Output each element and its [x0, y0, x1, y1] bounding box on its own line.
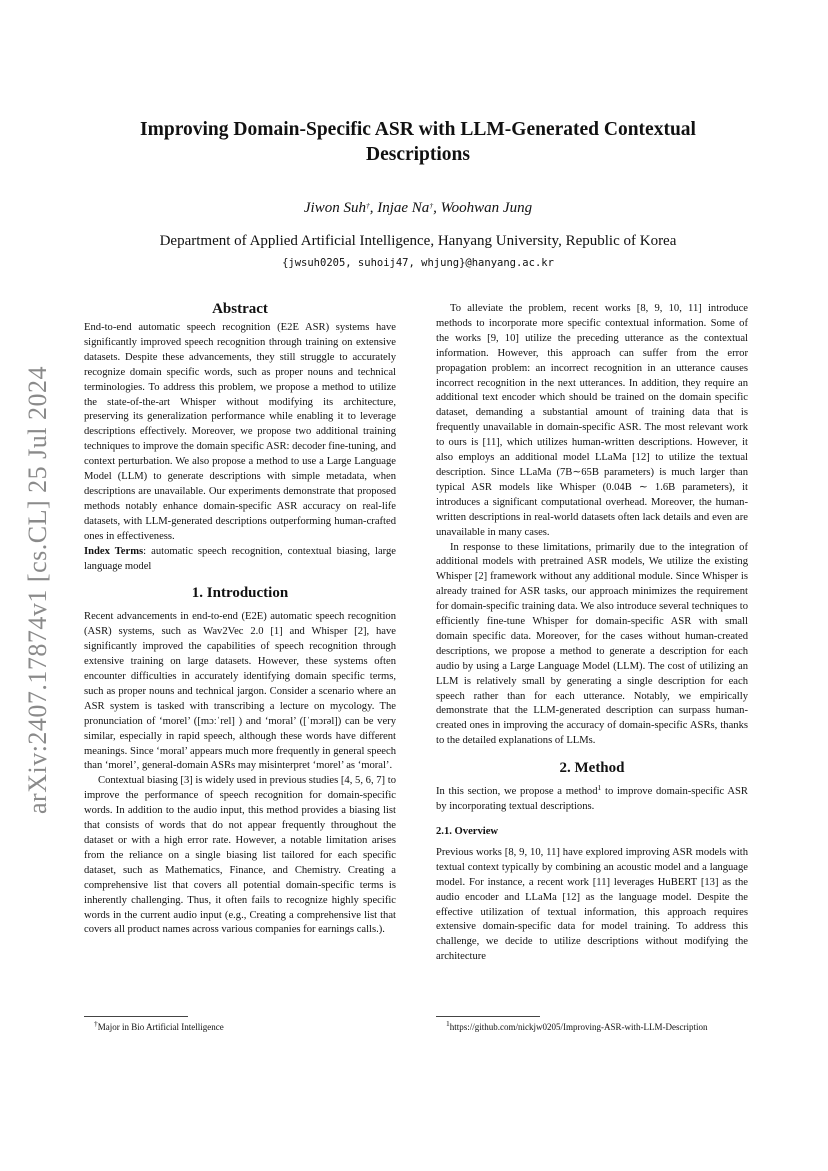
author-footnote-mark: † — [429, 201, 434, 210]
intro-paragraph-4: In response to these limitations, primarily due to the integration of additional models with pretrained ASR models, We utilize the existing Whisper [2] framework without any additional module. Since Whisper is already trained for ASR tasks, our approach minimizes the requirement for domain-specific training data. We also introduce several techniques to efficiently fine-tune Whisper for domain-specific ASR with small domain specific data. Moreover, for the cases without human-created descriptions, we propose a method to generate a description for each audio by using a Large Language Model (LLM). The cost of utilizing an LLM is relatively small by generating a single description for each speech rather than for each utterance. Notably, we empirically demonstrate that the LLM-generated description can surpass human-created ones in improving the accuracy of domain-specific ASRs, thanks to the detailed explanations of LLMs. — [436, 541, 748, 747]
author-affiliation: Department of Applied Artificial Intelligence, Hanyang University, Republic of Korea — [159, 233, 677, 249]
paper-title: Improving Domain-Specific ASR with LLM-Generated Contextual Descriptions — [140, 119, 696, 165]
author-name: Woohwan Jung — [440, 200, 533, 216]
author-name: Jiwon Suh — [303, 200, 366, 216]
introduction-heading: 1. Introduction — [191, 585, 289, 602]
abstract-heading: Abstract — [212, 301, 268, 317]
right-column — [436, 302, 748, 965]
footnote-mark: 1 — [446, 1019, 450, 1028]
author-emails: {jwsuh0205, suhoij47, whjung}@hanyang.ac.kr — [282, 257, 554, 269]
footnote-text: Major in Bio Artificial Intelligence — [97, 1022, 224, 1032]
footnote-right — [436, 1016, 708, 1033]
index-terms-label: Index Terms — [84, 545, 144, 557]
intro-paragraph-2: Contextual biasing [3] is widely used in previous studies [4, 5, 6, 7] to improve the performance of speech recognition for domain-specific words. In addition to the audio input, this method provides a biasing list that consists of words that do not appear frequently throughout the dataset or with a high error rate. However, a notable limitation arises from the reliance on a single biasing list tailored for each specific dataset, such as Mathematics, Finance, and Chemistry. Creating a comprehensive list that covers all potential domain-specific terms is inherently challenging. Thus, it often fails to recognize highly specific words in the current audio input (e.g., Creating a comprehensive list that covers all product names across various companies for earnings calls.). — [84, 775, 396, 936]
author-footnote-mark: † — [365, 201, 370, 210]
left-column — [84, 300, 396, 938]
footnote-mark: † — [94, 1019, 98, 1028]
arxiv-identifier-stamp: arXiv:2407.17874v1 [cs.CL] 25 Jul 2024 — [23, 366, 52, 814]
index-terms — [84, 545, 396, 575]
author-list: Jiwon Suh†, Injae Na†, Woohwan Jung — [303, 200, 533, 216]
footnote-left — [84, 1016, 224, 1033]
index-terms-text: : automatic speech recognition, contextual biasing, large language model — [84, 545, 396, 572]
method-text-continued: to improve domain-specific ASR by incorporating textual descriptions. — [436, 786, 748, 813]
method-paragraph-1 — [436, 785, 748, 815]
method-text: In this section, we propose a method — [436, 786, 598, 798]
footnote-url: https://github.com/nickjw0205/Improving-ASR-with-LLM-Description — [449, 1022, 708, 1032]
author-name: Injae Na — [377, 200, 430, 216]
overview-subheading: 2.1. Overview — [436, 826, 499, 837]
intro-paragraph-3: To alleviate the problem, recent works [8, 9, 10, 11] introduce methods to incorporate more specific contextual information. Some of the works [9, 10] utilize the preceding utterance as the contextual information. However, this approach can suffer from the error propagation problem: an incorrect recognition in an utterance causes incorrect recognition in the next utterances. In addition, they require an additional text encoder which should be trained on the domain specific dataset, demanding a substantial amount of training data that is frequently unavailable in domain-specific ASR. The most relevant work to ours is [11], which utilizes human-written descriptions. However, it also employs an additional model LLaMa [12] to utilize the textual description. Since LLaMa (7B∼65B parameters) is much larger than typical ASR models like Whisper (0.04B ∼ 1.6B parameters), it introduces a significant computational overhead. Moreover, the human-written descriptions in real-world datasets often lack details and even are unavailable in many cases. — [436, 303, 748, 538]
method-heading: 2. Method — [559, 760, 625, 777]
intro-paragraph-1: Recent advancements in end-to-end (E2E) automatic speech recognition (ASR) systems, such as Wav2Vec 2.0 [1] and Whisper [2], have significantly improved the capabilities of speech recognition through extensive training on large datasets. However, these systems often encounter difficulties in accurately identifying domain specific terms, such as proper nouns and technical jargon. Consider a scenario where an ASR system is tasked with transcribing a lecture on mycology. The pronunciation of ‘morel’ ([mɔːˈrel] ) and ‘moral’ ([ˈmɔrəl]) can be very similar, especially in rapid speech, although these words have different meanings. Since ‘moral’ appears much more frequently in general speech than ‘morel’, general-domain ASRs may misinterpret ‘morel’ as ‘moral’. — [84, 611, 396, 772]
footnote-ref-1: 1 — [597, 783, 602, 793]
abstract-text: End-to-end automatic speech recognition (E2E ASR) systems have significantly improved speech recognition through training on extensive datasets. Despite these advancements, they still struggle to accurately recognize domain specific words, such as proper nouns and technical terminologies. To address this problem, we propose a method to utilize the state-of-the-art Whisper without modifying its architecture, preserving its generalization performance while enabling it to leverage descriptions effectively. Moreover, we propose two additional training techniques to improve the domain specific ASR: decoder fine-tuning, and context perturbation. We also propose a method to use a Large Language Model (LLM) to generate descriptions with simple metadata, when descriptions are unavailable. Our experiments demonstrate that proposed methods notably enhance domain-specific ASR accuracy on real-life datasets, with LLM-generated descriptions outperforming human-crafted ones in effectiveness. — [84, 322, 396, 542]
overview-paragraph: Previous works [8, 9, 10, 11] have explored improving ASR models with textual context typically by combining an acoustic model and a language model. For instance, a recent work [11] leverages HuBERT [13] as the audio encoder and LLaMa [12] as the language model. Despite the effective utilization of textual information, this approach requires extensive domain-specific data for model training. To address this challenge, we decide to utilize descriptions without modifying the architecture — [436, 846, 748, 963]
